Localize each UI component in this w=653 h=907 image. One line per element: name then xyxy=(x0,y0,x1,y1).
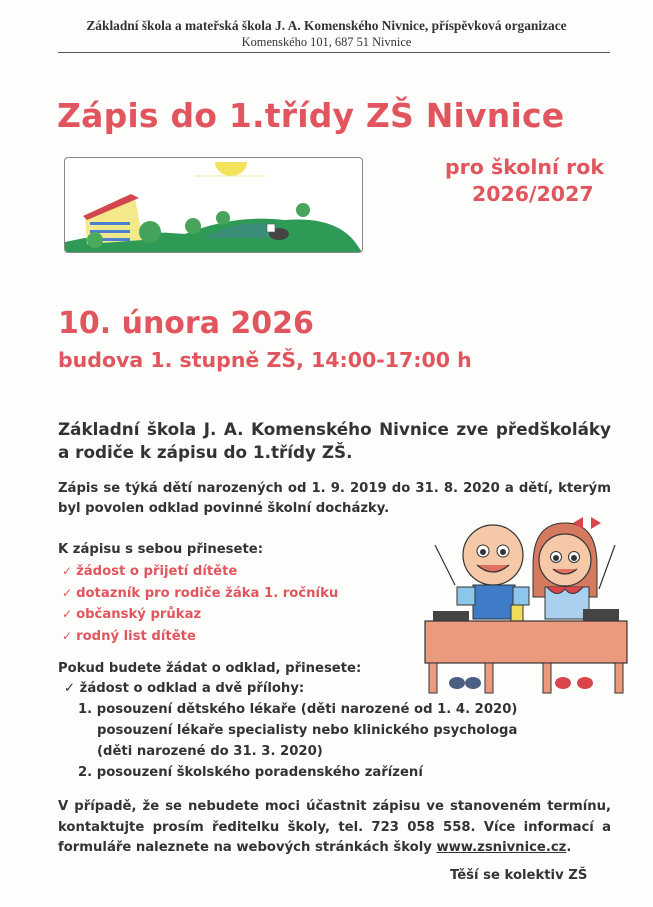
deferral-sub-item: posouzení lékaře specialisty nebo klinického psychologa xyxy=(97,723,518,738)
eligibility-text: Zápis se týká dětí narozených od 1. 9. 2019 do 31. 8. 2020 a dětí, kterým byl povolen odklad povinné školní docházky. xyxy=(58,481,611,516)
header-organization: Základní škola a mateřská škola J. A. Komenského Nivnice, příspěvková organizace xyxy=(86,18,567,33)
school-year-value: 2026/2027 xyxy=(472,182,594,206)
school-year-label: pro školní rok xyxy=(445,155,604,179)
event-date: 10. února 2026 xyxy=(58,306,314,341)
school-website-link[interactable]: www.zsnivnice.cz xyxy=(436,840,567,855)
list-item: ✓ dotazník pro rodiče žáka 1. ročníku xyxy=(62,585,339,601)
closing-text: V případě, že se nebudete moci účastnit zápisu ve stanoveném termínu, kontaktujte prosím ředitelku školy, tel. 723 058 558. Více informací a formuláře naleznete na webových stránkách školy www.zsnivnice.cz. xyxy=(58,799,611,855)
deferral-sub-item: 2. posouzení školského poradenského zařízení xyxy=(78,765,423,780)
signature: Těší se kolektiv ZŠ xyxy=(450,868,588,883)
checkmark-icon: ✓ xyxy=(62,564,73,578)
page-title: Zápis do 1.třídy ZŠ Nivnice xyxy=(57,96,565,135)
list-item: ✓ rodný list dítěte xyxy=(62,628,196,644)
header-divider xyxy=(58,52,610,53)
deferral-heading: Pokud budete žádat o odklad, přinesete: xyxy=(58,661,362,676)
deferral-sub-item: (děti narozené do 31. 3. 2020) xyxy=(97,744,323,759)
checkmark-icon: ✓ xyxy=(62,628,73,643)
deferral-item: ✓ žádost o odklad a dvě přílohy: xyxy=(64,681,305,696)
children-at-desk-illustration xyxy=(415,505,637,695)
deferral-sub-item: 1. posouzení dětského lékaře (děti narozené od 1. 4. 2020) xyxy=(78,702,518,717)
list-item: ✓ občanský průkaz xyxy=(62,607,202,622)
header-address: Komenského 101, 687 51 Nivnice xyxy=(241,35,412,49)
list-item: ✓ žádost o přijetí dítěte xyxy=(62,564,238,579)
intro-text: Základní škola J. A. Komenského Nivnice zve předškoláky a rodiče k zápisu do 1.třídy ZŠ. xyxy=(58,419,611,462)
children-image xyxy=(415,505,637,695)
checkmark-icon: ✓ xyxy=(62,585,73,600)
event-venue-time: budova 1. stupně ZŠ, 14:00-17:00 h xyxy=(58,348,472,372)
bring-heading: K zápisu s sebou přinesete: xyxy=(58,542,263,557)
school-landscape-illustration xyxy=(64,157,363,253)
checkmark-icon: ✓ xyxy=(62,607,73,621)
landscape-image xyxy=(65,158,362,252)
bring-list xyxy=(62,561,338,647)
